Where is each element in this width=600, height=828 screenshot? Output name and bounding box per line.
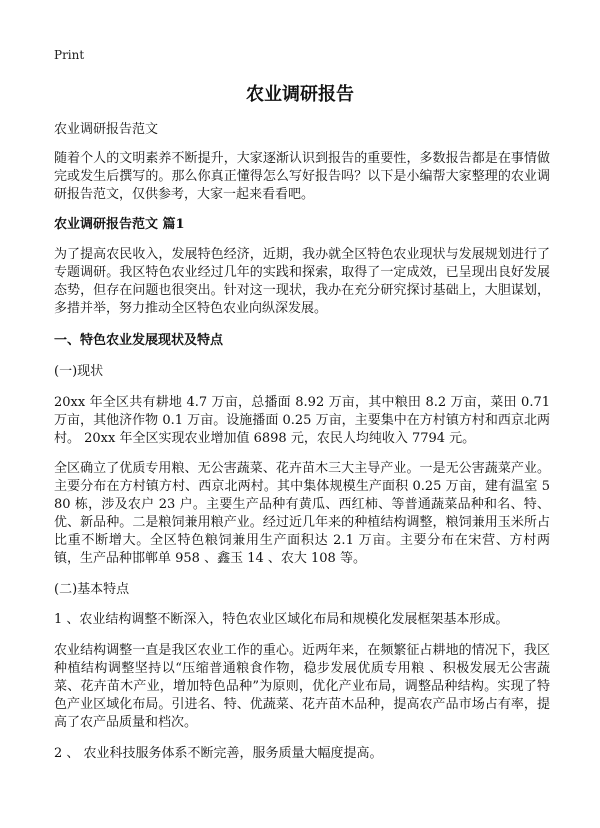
intro-paragraph: 随着个人的文明素养不断提升，大家逐渐认识到报告的重要性，多数报告都是在事情做完或发生后撰写的。那么你真正懂得怎么写好报告吗？以下是小编帮大家整理的农业调研报告范文，仅供参考，大家一起来看看吧。 [54,151,550,202]
article-intro-paragraph: 为了提高农民收入，发展特色经济，近期，我办就全区特色农业现状与发展规划进行了专题调研。我区特色农业经过几年的实践和探索，取得了一定成效，已呈现出良好发展态势，但存在问题也很突出。针对这一现状，我办在充分研究探讨基础上，大胆谋划，多措并举，努力推动全区特色农业向纵深发展。 [54,247,550,316]
document-title: 农业调研报告 [246,84,354,105]
article-heading: 农业调研报告范文 篇1 [54,217,185,232]
print-link[interactable]: Print [54,48,85,62]
section-heading-status: 一、特色农业发展现状及特点 [54,333,224,348]
feature-point-2: 2 、 农业科技服务体系不断完善，服务质量大幅度提高。 [54,746,383,761]
current-status-paragraph-1: 20xx 年全区共有耕地 4.7 万亩，总播面 8.92 万亩，其中粮田 8.2 万亩，菜田 0.71 万亩，其他济作物 0.1 万亩。设施播面 0.25 万亩，主要集中在方村镇方村和西京北两村。 20xx 年全区实现农业增加值 6898 元，农民人均纯收入 7794 元。 [54,395,550,446]
feature-point-1-paragraph: 农业结构调整一直是我区农业工作的重心。近两年来，在频繁征占耕地的情况下，我区种植结构调整坚持以“压缩普通粮食作物，稳步发展优质专用粮 、积极发展无公害蔬菜、花卉苗木产业，增加特色品种”为原则，优化产业布局，调整品种结构。实现了特色产业区域化布局。引进名、特、优蔬菜、花卉苗木品种，提高农产品市场占有率，提高了农产品质量和档次。 [54,643,550,730]
current-status-paragraph-2: 全区确立了优质专用粮、无公害蔬菜、花卉苗木三大主导产业。一是无公害蔬菜产业。主要分布在方村镇方村、西京北两村。其中集体规模生产面积 0.25 万亩，建有温室 580 栋，涉及农户 23 户。主要生产品种有黄瓜、西红柿、等普通蔬菜品种和名、特、优、新品种。二是粮饲兼用粮产业。经过近几年来的种植结构调整，粮饲兼用玉米所占比重不断增大。全区特色粮饲兼用生产面积达 2.1 万亩。主要分布在宋营、方村两镇，生产品种邯郸单 958 、鑫玉 14 、农大 108 等。 [54,461,550,566]
document-subtitle: 农业调研报告范文 [54,122,159,137]
feature-point-1: 1 、农业结构调整不断深入，特色农业区域化布局和规模化发展框架基本形成。 [54,612,509,627]
subsection-heading-features: (二)基本特点 [54,582,130,597]
subsection-heading-current: (一)现状 [54,364,104,379]
